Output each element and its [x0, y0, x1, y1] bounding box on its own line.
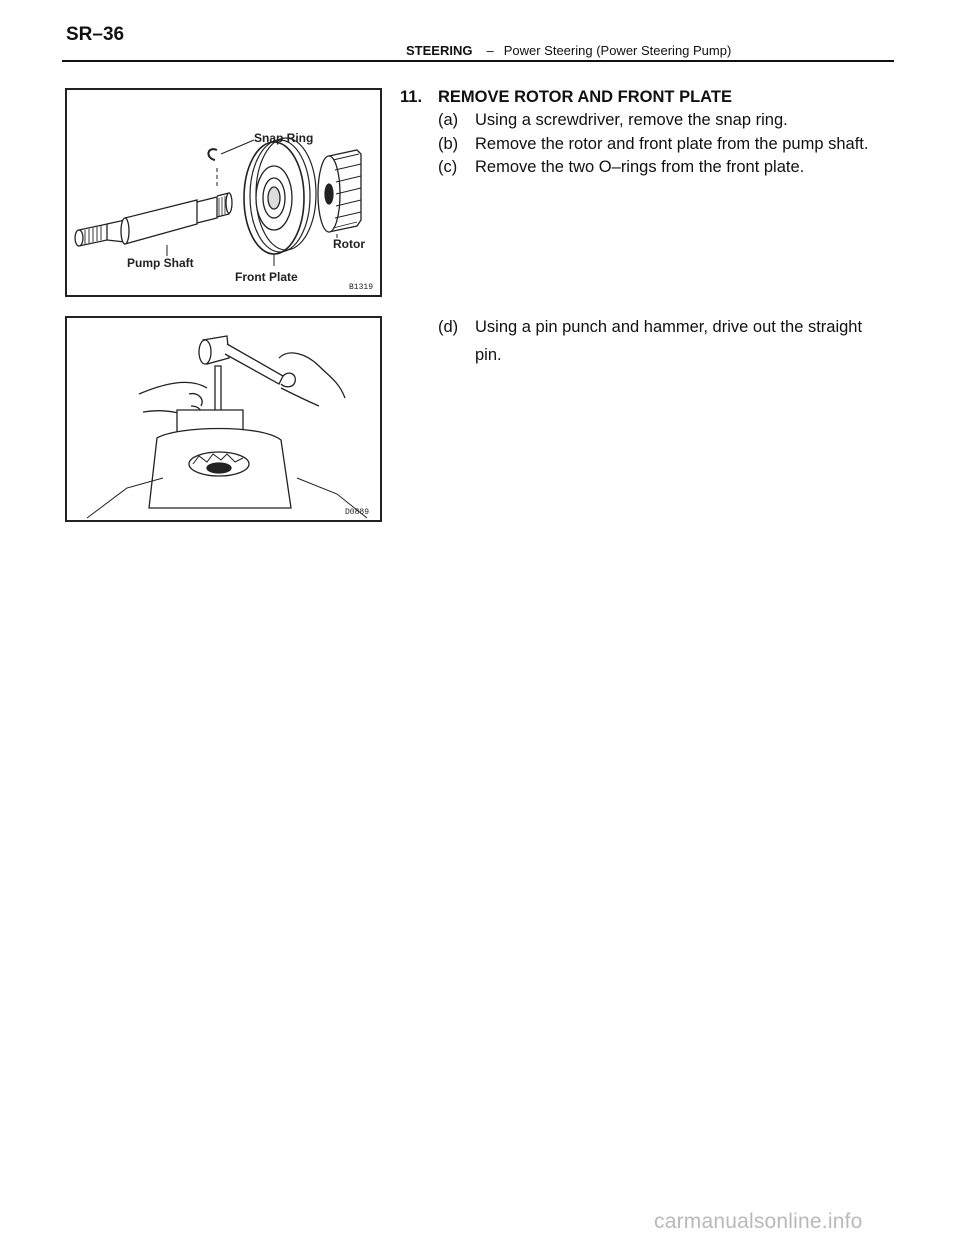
substep-tag: (b): [438, 135, 459, 153]
label-rotor: Rotor: [333, 237, 365, 251]
pin-punch-illustration: [67, 318, 380, 520]
header-rule: [62, 60, 894, 62]
figure-pin-punch: [65, 316, 382, 522]
step-heading: [400, 88, 732, 107]
header-separator: –: [486, 43, 494, 58]
substep-continuation: pin.: [475, 346, 502, 364]
exploded-view-illustration: [67, 90, 380, 295]
watermark: carmanualsonline.info: [654, 1210, 863, 1233]
substep-text: Remove the rotor and front plate from the pump shaft.: [475, 135, 869, 153]
rotor-drawing: [318, 150, 361, 238]
hammer-drawing: [199, 336, 283, 384]
substep-c: [438, 153, 888, 181]
substep-text: Using a pin punch and hammer, drive out the straight: [475, 318, 863, 336]
right-hand-drawing: [279, 353, 345, 406]
figure-pump-shaft-exploded: [65, 88, 382, 297]
pump-body-drawing: [87, 410, 370, 518]
pump-shaft-drawing: [75, 193, 232, 246]
substep-d: [438, 313, 888, 369]
subsection-title: Power Steering (Power Steering Pump): [503, 43, 732, 58]
step-title: REMOVE ROTOR AND FRONT PLATE: [438, 88, 732, 106]
step-number: 11.: [400, 88, 423, 106]
substep-text: Using a screwdriver, remove the snap ring.: [475, 111, 788, 129]
label-pump-shaft: Pump Shaft: [127, 256, 194, 270]
substep-tag: (a): [438, 111, 459, 129]
substep-text: Remove the two O–rings from the front plate.: [475, 158, 805, 176]
section-title: STEERING: [406, 43, 473, 58]
label-front-plate: Front Plate: [235, 270, 298, 284]
figure-code: D0889: [345, 508, 370, 517]
substep-tag: (d): [438, 318, 459, 336]
figure-code: B1319: [349, 283, 374, 292]
substep-tag: (c): [438, 158, 458, 176]
label-snap-ring: Snap Ring: [254, 131, 314, 145]
page-number: SR–36: [66, 24, 125, 45]
running-header: [406, 43, 731, 58]
front-plate-drawing: [244, 138, 316, 266]
